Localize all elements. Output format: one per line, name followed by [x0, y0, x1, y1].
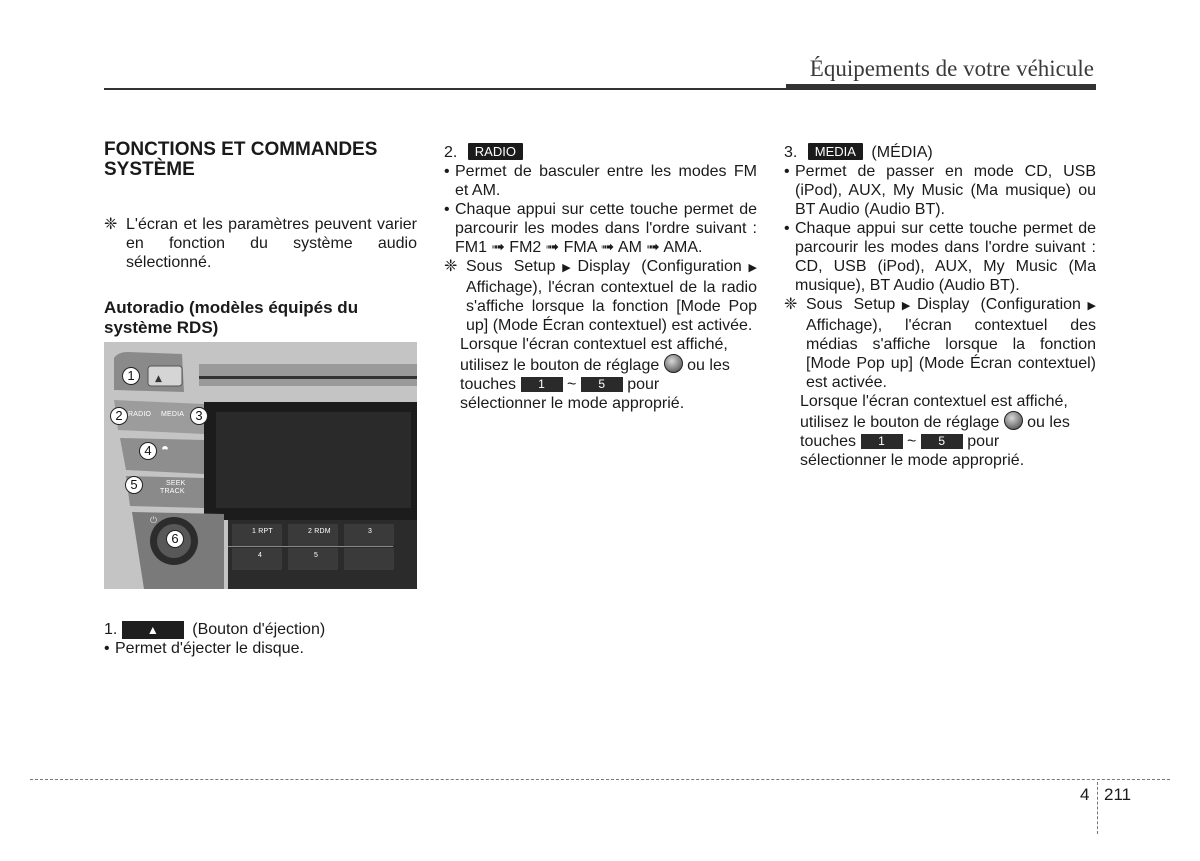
footer-divider: [1097, 782, 1098, 834]
radio-bullet-2: [444, 200, 757, 257]
bullet-text: Permet de passer en mode CD, USB (iPod), AUX, My Music (Ma musique) ou BT Audio (Audio BT).: [795, 163, 1096, 218]
para-text: utilisez le bouton de réglage: [800, 414, 1000, 431]
preset-key-5: 5: [921, 434, 963, 449]
tuning-knob-icon: [664, 354, 683, 373]
bullet-dot: •: [444, 163, 450, 180]
chapter-number: 4: [1080, 785, 1090, 804]
section-heading-line1: FONCTIONS ET COMMANDES: [104, 139, 378, 160]
para-text: touches: [460, 376, 517, 393]
note-screen-varies: [104, 215, 417, 272]
note-text: L'écran et les paramètres peuvent varier en fonction du système audio sélectionné.: [126, 216, 417, 271]
para-line-2: [800, 411, 1096, 432]
note-symbol: ❈: [104, 216, 118, 233]
para-text: ou les: [1027, 414, 1070, 431]
note-prefix: Sous Setup: [466, 258, 556, 275]
tuning-knob-icon: [1004, 411, 1023, 430]
para-line-3: [460, 375, 757, 394]
subsection-heading-line2: système RDS): [104, 318, 219, 337]
photo-label-preset-5: 5: [314, 552, 319, 559]
bullet-text: Permet de basculer entre les modes FM et AM.: [455, 163, 757, 199]
media-bullet-1: [784, 162, 1096, 219]
page-number: 211: [1104, 785, 1132, 804]
bullet-text: Permet d'éjecter le disque.: [115, 640, 304, 657]
para-text: pour: [627, 376, 660, 393]
radio-bullet-1: [444, 162, 757, 200]
svg-text:▲: ▲: [155, 374, 162, 384]
para-line-1: Lorsque l'écran contextuel est affiché,: [800, 393, 1068, 410]
photo-label-seek: SEEK: [166, 480, 186, 487]
svg-text:⏻: ⏻: [150, 516, 158, 526]
note-text: [466, 257, 757, 335]
eject-button-graphic: [122, 621, 184, 639]
para-line-4: sélectionner le mode approprié.: [800, 452, 1025, 469]
subsection-heading-line1: Autoradio (modèles équipés du: [104, 298, 359, 317]
media-item-label: (MÉDIA): [871, 144, 933, 161]
running-header-title: Équipements de votre véhicule: [809, 56, 1094, 81]
para-line-1: Lorsque l'écran contextuel est affiché,: [460, 336, 728, 353]
media-popup-paragraph: [784, 392, 1096, 470]
subsection-heading: [104, 298, 417, 338]
para-line-2: [460, 354, 757, 375]
photo-label-preset-3: 3: [368, 528, 373, 535]
arrow-right-icon: ▶: [555, 262, 578, 274]
radio-popup-paragraph: [444, 335, 757, 413]
column-2: [444, 143, 757, 413]
item-number: 3.: [784, 144, 798, 161]
para-text: utilisez le bouton de réglage: [460, 357, 660, 374]
section-heading: [104, 140, 417, 180]
photo-label-preset-2: 2 RDM: [308, 528, 331, 535]
bullet-dot: •: [784, 220, 790, 237]
bullet-dot: •: [444, 201, 450, 218]
preset-key-1: 1: [521, 377, 563, 392]
item-number: 2.: [444, 144, 458, 161]
radio-note: [444, 257, 757, 335]
bullet-dot: •: [104, 640, 110, 657]
note-symbol: ❈: [444, 258, 458, 275]
arrow-right-icon: ▶: [741, 262, 757, 274]
note-prefix: Sous Setup: [806, 296, 896, 313]
bullet-text: Chaque appui sur cette touche permet de parcourir les modes dans l'ordre suivant : CD, USB (iPod), AUX, My Music (Ma musique), BT Audio (Audio BT).: [795, 220, 1096, 294]
preset-key-5: 5: [581, 377, 623, 392]
para-line-3: [800, 432, 1096, 451]
tilde: ~: [566, 376, 577, 393]
tilde: ~: [906, 433, 917, 450]
footer-rule: [30, 779, 1170, 780]
header-rule-accent: [786, 84, 1096, 90]
photo-label-track: TRACK: [160, 488, 185, 495]
item-number: 1.: [104, 621, 118, 638]
para-line-4: sélectionner le mode approprié.: [460, 395, 685, 412]
eject-item-label: (Bouton d'éjection): [192, 621, 326, 638]
callout-4: 4: [139, 442, 157, 460]
media-bullet-2: [784, 219, 1096, 295]
callout-5: 5: [125, 476, 143, 494]
para-text: ou les: [687, 357, 730, 374]
eject-item: [104, 620, 417, 658]
eject-icon: ▲: [146, 623, 159, 637]
note-rest: Affichage), l'écran contextuel des médias s'affiche lorsque la fonction [Mode Pop up] (Mode Écran contextuel) est activée.: [806, 317, 1096, 391]
media-note: [784, 295, 1096, 392]
note-text: [806, 295, 1096, 392]
column-1: [104, 140, 417, 338]
column-3: [784, 143, 1096, 470]
eject-bullet: [104, 639, 417, 658]
note-mid: Display (Configuration: [916, 296, 1081, 313]
arrow-right-icon: ▶: [895, 300, 917, 312]
radio-item-title: [444, 143, 757, 162]
media-key-badge: MEDIA: [808, 143, 863, 160]
note-symbol: ❈: [784, 296, 798, 313]
photo-label-preset-4: 4: [258, 552, 263, 559]
media-item-title: [784, 143, 1096, 162]
photo-label-media: MEDIA: [161, 411, 185, 418]
note-mid: Display (Configuration: [577, 258, 742, 275]
radio-key-badge: RADIO: [468, 143, 523, 160]
bullet-text: Chaque appui sur cette touche permet de parcourir les modes dans l'ordre suivant : FM1 ➟ FM2 ➟ FMA ➟ AM ➟ AMA.: [455, 201, 757, 256]
para-text: touches: [800, 433, 857, 450]
radio-unit-photo: [104, 342, 417, 589]
para-text: pour: [967, 433, 1000, 450]
callout-6: 6: [166, 530, 184, 548]
note-rest: Affichage), l'écran contextuel de la radio s'affiche lorsque la fonction [Mode Pop up] (Mode Écran contextuel) est activée.: [466, 279, 757, 334]
bullet-dot: •: [784, 163, 790, 180]
callout-2: 2: [110, 407, 128, 425]
photo-label-preset-1: 1 RPT: [252, 528, 273, 535]
photo-label-radio: RADIO: [128, 411, 152, 418]
preset-key-1: 1: [861, 434, 903, 449]
callout-1: 1: [122, 367, 140, 385]
eject-item-title: [104, 620, 417, 639]
callout-3: 3: [190, 407, 208, 425]
section-heading-line2: SYSTÈME: [104, 159, 195, 180]
arrow-right-icon: ▶: [1080, 300, 1096, 312]
